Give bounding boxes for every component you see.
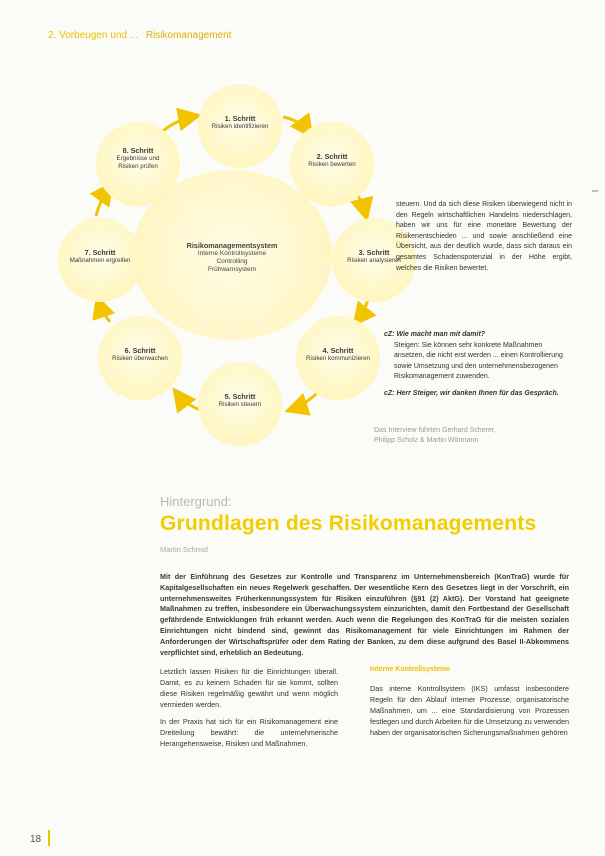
center-line-2: Controlling — [216, 258, 248, 265]
arrow-4-5 — [290, 392, 318, 410]
interview-text — [396, 200, 572, 274]
header-section: 2. Vorbeugen und ... — [48, 30, 139, 41]
arrow-6-7 — [98, 300, 110, 322]
step-1-title: 1. Schritt — [224, 114, 256, 123]
caption-line-1: Das Interview führten Gerhard Scherer, — [374, 427, 496, 434]
interview-caption — [374, 426, 496, 446]
step-7-title: 7. Schritt — [84, 248, 116, 257]
caption-line-2: Philipp Scholz & Martin Wörmann — [374, 437, 479, 444]
step-4-title: 4. Schritt — [322, 346, 354, 355]
step-2-desc: Risiken bewerten — [308, 161, 356, 168]
article-column-1 — [160, 666, 338, 755]
article-title: Grundlagen des Risikomanagements — [160, 512, 537, 535]
arrow-5-6 — [176, 392, 200, 410]
page-number-bar — [48, 830, 50, 846]
step-2-title: 2. Schritt — [316, 152, 348, 161]
step-5-title: 5. Schritt — [224, 392, 256, 401]
step-6-desc: Risiken überwachen — [112, 355, 168, 362]
interview-qa — [384, 330, 572, 400]
col2-subheading: Interne Kontrollsysteme — [370, 666, 451, 673]
arrow-8-1 — [162, 116, 196, 132]
step-8-desc-1: Ergebnisse und — [116, 155, 160, 162]
step-7-desc: Maßnahmen ergreifen — [69, 257, 131, 264]
step-8-desc-2: Risiken prüfen — [118, 163, 158, 170]
article-lead: Mit der Einführung des Gesetzes zur Kontrolle und Transparenz im Unternehmensbereich (KonTraG) wurde für Kapitalgesellschaften ein neues Regelwerk geschaffen. Der wesentliche Kern des Gesetzes liegt in der Vorschrift, ein unternehmensweites Früherkennungssystem für Risiken einzuführen (§91 (2) AktG). Der Vorstand hat geeignete Maßnahmen zu treffen, insbesondere ein Überwachungssystem einzurichten, damit den Fortbestand der Gesellschaft gefährdende Entwicklungen früh erkannt werden. Auch wenn die Regelungen des KonTraG für die meisten sozialen Einrichtungen nicht bindend sind, gewinnt das Risikomanagement für viele Einrichtungen im Rahmen der Anforderungen der Wirtschaftsprüfer oder dem Rating der Banken, zu dem diese aufgrund des Basel II-Abkommens verpflichtet sind, erheblich an Bedeutung. — [160, 572, 569, 657]
step-4-circle — [296, 316, 380, 400]
step-8-circle — [96, 122, 180, 206]
step-3-title: 3. Schritt — [358, 248, 390, 257]
step-6-circle — [98, 316, 182, 400]
step-5-desc: Risiken steuern — [218, 401, 262, 408]
article-column-2 — [370, 664, 569, 738]
article-author: Martin Schmid — [160, 545, 208, 554]
center-line-3: Frühwarnsystem — [207, 266, 257, 273]
step-7-circle — [58, 218, 142, 302]
center-title: Risikomanagementsystem — [186, 241, 278, 250]
step-1-circle — [198, 84, 282, 168]
col1-paragraph-2: In der Praxis hat sich für ein Risikomanagement eine Dreiteilung bewährt: die unternehmerische Herangehensweise, Risiken und Maßnahmen. — [160, 717, 338, 748]
question-1: cZ: Wie macht man mit damit? — [384, 331, 486, 338]
step-3-desc: Risiken analysieren — [347, 257, 401, 264]
interview-paragraph: steuern. Und da sich diese Risiken überwiegend nicht in den Regeln wirtschaftlichen Handelns niederschlagen, haben wir uns für eine monetäre Bewertung der Risikenentschieden ... und sowie anschließend eine Übersicht, aus der deutlich wurde, dass sich daraus ein gesamtes Schadenspotenzial in der Höhe ergibt, welches die Risiken bewertet. — [396, 201, 572, 272]
col2-paragraph: Das interne Kontrollsystem (IKS) umfasst insbesondere Regeln für den Ablauf interner Prozesse, organisatorische Maßnahmen, um ... eine Standardisierung von Prozessen festlegen und durch Arbeiten für die Umsetzung zu verwenden haben der organisatorischen Sicherungsmaßnahmen gehören — [370, 684, 569, 737]
arrow-3-4 — [356, 300, 368, 322]
step-8-title: 8. Schritt — [122, 146, 154, 155]
step-2-circle — [290, 122, 374, 206]
step-6-title: 6. Schritt — [124, 346, 156, 355]
article-kicker: Hintergrund: — [160, 494, 232, 509]
page-number: 18 — [30, 834, 42, 845]
center-line-1: Interne Kontrollsysteme — [197, 250, 267, 257]
step-5-circle — [198, 362, 282, 446]
step-4-desc: Risiken kommunizieren — [306, 355, 370, 362]
header-topic: Risikomanagement — [145, 30, 232, 41]
step-1-desc: Risiken identifizieren — [211, 123, 269, 130]
side-marker — [592, 190, 598, 192]
question-2: cZ: Herr Steiger, wir danken Ihnen für das Gespräch. — [384, 389, 559, 397]
col1-paragraph-1: Letztlich lassen Risiken für die Einrichtungen überall. Damit, es zu keinem Schaden für sie kommt, sollten diese Risiken regelmäßig gewährt und wenn möglich vermieden werden. — [160, 667, 338, 709]
answer-1: Steigen: Sie können sehr konkrete Maßnahmen ansetzen, die nicht erst werden ... einen Kontrollierung sowie Umsetzung und den unternehmensbezogenen Risikomanagement zuwenden. — [394, 341, 563, 381]
